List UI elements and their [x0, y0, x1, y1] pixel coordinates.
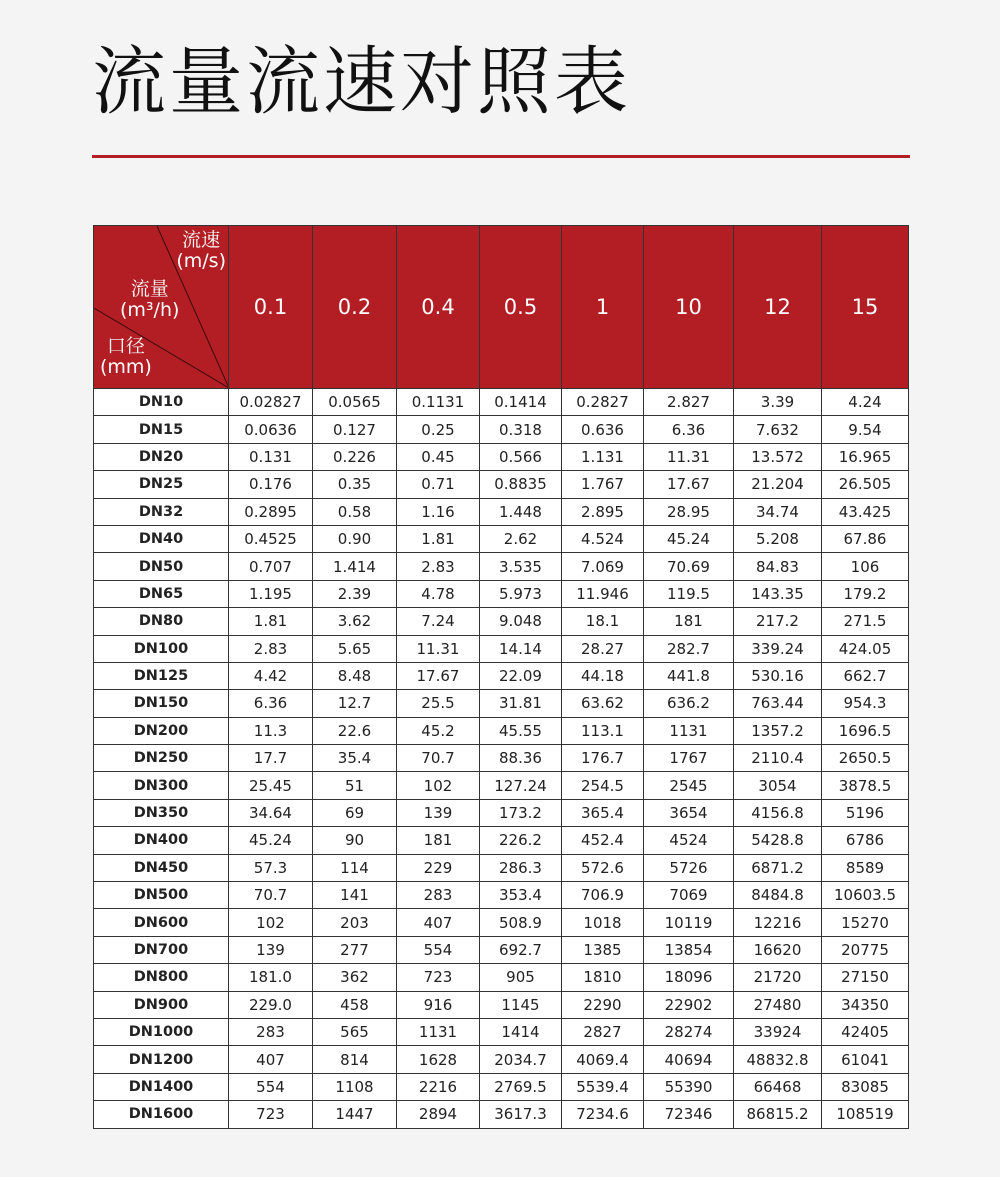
flow-value-cell: 106	[822, 553, 909, 580]
flow-value-cell: 282.7	[644, 635, 734, 662]
flow-value-cell: 2110.4	[734, 745, 822, 772]
flow-value-cell: 6786	[822, 827, 909, 854]
flow-value-cell: 4156.8	[734, 799, 822, 826]
table-row	[94, 525, 909, 552]
flow-value-cell: 5726	[644, 854, 734, 881]
flow-value-cell: 1.81	[397, 525, 480, 552]
flow-value-cell: 55390	[644, 1073, 734, 1100]
flow-value-cell: 13854	[644, 936, 734, 963]
flow-value-cell: 181.0	[229, 964, 313, 991]
flow-value-cell: 16620	[734, 936, 822, 963]
flow-value-cell: 11.946	[562, 580, 644, 607]
flow-value-cell: 723	[397, 964, 480, 991]
table-row	[94, 991, 909, 1018]
flow-value-cell: 14.14	[480, 635, 562, 662]
table-row	[94, 882, 909, 909]
flow-value-cell: 0.45	[397, 443, 480, 470]
flow-value-cell: 229.0	[229, 991, 313, 1018]
flow-value-cell: 70.7	[397, 745, 480, 772]
flow-value-cell: 173.2	[480, 799, 562, 826]
flow-value-cell: 554	[397, 936, 480, 963]
flow-value-cell: 0.0636	[229, 416, 313, 443]
table-row	[94, 498, 909, 525]
diameter-cell: DN150	[94, 690, 229, 717]
flow-value-cell: 45.55	[480, 717, 562, 744]
flow-value-cell: 108519	[822, 1101, 909, 1128]
table-row	[94, 662, 909, 689]
flow-value-cell: 572.6	[562, 854, 644, 881]
flow-value-cell: 0.4525	[229, 525, 313, 552]
flow-value-cell: 254.5	[562, 772, 644, 799]
flow-value-cell: 0.8835	[480, 471, 562, 498]
table-row	[94, 1073, 909, 1100]
flow-value-cell: 28274	[644, 1018, 734, 1045]
flow-value-cell: 6.36	[644, 416, 734, 443]
table-row	[94, 471, 909, 498]
flow-value-cell: 31.81	[480, 690, 562, 717]
flow-value-cell: 67.86	[822, 525, 909, 552]
diameter-axis-label: 口径 (mm)	[100, 335, 152, 378]
flow-value-cell: 407	[229, 1046, 313, 1073]
table-row	[94, 416, 909, 443]
flow-value-cell: 954.3	[822, 690, 909, 717]
flow-value-cell: 21.204	[734, 471, 822, 498]
diameter-cell: DN100	[94, 635, 229, 662]
flow-value-cell: 1131	[644, 717, 734, 744]
flow-value-cell: 3.39	[734, 389, 822, 416]
flow-value-cell: 0.1414	[480, 389, 562, 416]
diameter-cell: DN40	[94, 525, 229, 552]
flow-value-cell: 3617.3	[480, 1101, 562, 1128]
flow-value-cell: 26.505	[822, 471, 909, 498]
flow-value-cell: 2.827	[644, 389, 734, 416]
speed-header: 10	[644, 226, 734, 389]
diameter-cell: DN800	[94, 964, 229, 991]
flow-value-cell: 5.65	[313, 635, 397, 662]
flow-value-cell: 916	[397, 991, 480, 1018]
speed-axis-label: 流速 (m/s)	[176, 229, 226, 272]
flow-value-cell: 10119	[644, 909, 734, 936]
flow-value-cell: 0.71	[397, 471, 480, 498]
table-row	[94, 964, 909, 991]
flow-value-cell: 4.78	[397, 580, 480, 607]
flow-value-cell: 508.9	[480, 909, 562, 936]
flow-value-cell: 35.4	[313, 745, 397, 772]
flow-value-cell: 119.5	[644, 580, 734, 607]
table-row	[94, 553, 909, 580]
speed-header: 12	[734, 226, 822, 389]
flow-value-cell: 3878.5	[822, 772, 909, 799]
diameter-cell: DN32	[94, 498, 229, 525]
flow-value-cell: 9.54	[822, 416, 909, 443]
speed-header: 0.2	[313, 226, 397, 389]
table-row	[94, 717, 909, 744]
title-divider	[92, 155, 910, 158]
flow-value-cell: 353.4	[480, 882, 562, 909]
flow-value-cell: 365.4	[562, 799, 644, 826]
diameter-cell: DN700	[94, 936, 229, 963]
flow-value-cell: 16.965	[822, 443, 909, 470]
flow-value-cell: 1.448	[480, 498, 562, 525]
flow-value-cell: 5428.8	[734, 827, 822, 854]
flow-axis-label: 流量 (m³/h)	[120, 278, 180, 321]
flow-value-cell: 458	[313, 991, 397, 1018]
table-row	[94, 827, 909, 854]
flow-value-cell: 1131	[397, 1018, 480, 1045]
flow-value-cell: 44.18	[562, 662, 644, 689]
flow-value-cell: 17.7	[229, 745, 313, 772]
diameter-cell: DN20	[94, 443, 229, 470]
flow-value-cell: 0.35	[313, 471, 397, 498]
flow-value-cell: 12.7	[313, 690, 397, 717]
flow-value-cell: 7.069	[562, 553, 644, 580]
flow-value-cell: 0.0565	[313, 389, 397, 416]
speed-header: 0.4	[397, 226, 480, 389]
flow-value-cell: 45.24	[229, 827, 313, 854]
flow-value-cell: 8484.8	[734, 882, 822, 909]
flow-value-cell: 6871.2	[734, 854, 822, 881]
flow-value-cell: 18.1	[562, 608, 644, 635]
flow-value-cell: 0.58	[313, 498, 397, 525]
flow-value-cell: 34.74	[734, 498, 822, 525]
flow-value-cell: 1.81	[229, 608, 313, 635]
flow-value-cell: 3654	[644, 799, 734, 826]
flow-value-cell: 34350	[822, 991, 909, 1018]
flow-value-cell: 0.02827	[229, 389, 313, 416]
flow-value-cell: 6.36	[229, 690, 313, 717]
flow-value-cell: 1018	[562, 909, 644, 936]
table-row	[94, 635, 909, 662]
table-row	[94, 1046, 909, 1073]
flow-value-cell: 11.3	[229, 717, 313, 744]
flow-value-cell: 1.16	[397, 498, 480, 525]
flow-value-cell: 2827	[562, 1018, 644, 1045]
flow-value-cell: 22902	[644, 991, 734, 1018]
flow-value-cell: 2769.5	[480, 1073, 562, 1100]
flow-value-cell: 84.83	[734, 553, 822, 580]
table-row	[94, 936, 909, 963]
flow-value-cell: 34.64	[229, 799, 313, 826]
flow-value-cell: 1810	[562, 964, 644, 991]
flow-value-cell: 1628	[397, 1046, 480, 1073]
flow-value-cell: 181	[397, 827, 480, 854]
diameter-cell: DN400	[94, 827, 229, 854]
flow-value-cell: 66468	[734, 1073, 822, 1100]
diameter-cell: DN250	[94, 745, 229, 772]
flow-value-cell: 15270	[822, 909, 909, 936]
table-row	[94, 608, 909, 635]
table-row	[94, 909, 909, 936]
flow-value-cell: 113.1	[562, 717, 644, 744]
flow-value-cell: 21720	[734, 964, 822, 991]
flow-value-cell: 83085	[822, 1073, 909, 1100]
flow-velocity-table	[93, 225, 909, 1129]
flow-value-cell: 424.05	[822, 635, 909, 662]
flow-value-cell: 7234.6	[562, 1101, 644, 1128]
flow-value-cell: 339.24	[734, 635, 822, 662]
diameter-cell: DN65	[94, 580, 229, 607]
flow-value-cell: 18096	[644, 964, 734, 991]
flow-value-cell: 0.90	[313, 525, 397, 552]
diameter-cell: DN1000	[94, 1018, 229, 1045]
flow-value-cell: 70.7	[229, 882, 313, 909]
flow-value-cell: 143.35	[734, 580, 822, 607]
flow-value-cell: 452.4	[562, 827, 644, 854]
flow-value-cell: 692.7	[480, 936, 562, 963]
flow-value-cell: 283	[397, 882, 480, 909]
flow-value-cell: 88.36	[480, 745, 562, 772]
table-row	[94, 745, 909, 772]
flow-value-cell: 217.2	[734, 608, 822, 635]
flow-value-cell: 2.895	[562, 498, 644, 525]
flow-value-cell: 1385	[562, 936, 644, 963]
flow-value-cell: 530.16	[734, 662, 822, 689]
flow-value-cell: 22.6	[313, 717, 397, 744]
flow-value-cell: 5539.4	[562, 1073, 644, 1100]
speed-header: 15	[822, 226, 909, 389]
table-row	[94, 799, 909, 826]
flow-value-cell: 5.208	[734, 525, 822, 552]
flow-value-cell: 636.2	[644, 690, 734, 717]
diameter-cell: DN500	[94, 882, 229, 909]
flow-value-cell: 179.2	[822, 580, 909, 607]
flow-value-cell: 0.2895	[229, 498, 313, 525]
flow-value-cell: 86815.2	[734, 1101, 822, 1128]
corner-cell	[94, 226, 229, 389]
flow-value-cell: 43.425	[822, 498, 909, 525]
flow-value-cell: 48832.8	[734, 1046, 822, 1073]
flow-value-cell: 2034.7	[480, 1046, 562, 1073]
flow-value-cell: 723	[229, 1101, 313, 1128]
flow-value-cell: 4524	[644, 827, 734, 854]
flow-value-cell: 139	[229, 936, 313, 963]
flow-value-cell: 7069	[644, 882, 734, 909]
speed-header: 0.1	[229, 226, 313, 389]
flow-value-cell: 554	[229, 1073, 313, 1100]
flow-value-cell: 7.24	[397, 608, 480, 635]
flow-value-cell: 229	[397, 854, 480, 881]
flow-value-cell: 1.195	[229, 580, 313, 607]
flow-value-cell: 57.3	[229, 854, 313, 881]
flow-value-cell: 28.27	[562, 635, 644, 662]
flow-value-cell: 1145	[480, 991, 562, 1018]
flow-value-cell: 70.69	[644, 553, 734, 580]
flow-value-cell: 0.176	[229, 471, 313, 498]
flow-value-cell: 8589	[822, 854, 909, 881]
flow-value-cell: 441.8	[644, 662, 734, 689]
flow-value-cell: 27150	[822, 964, 909, 991]
flow-value-cell: 13.572	[734, 443, 822, 470]
diameter-cell: DN450	[94, 854, 229, 881]
flow-value-cell: 7.632	[734, 416, 822, 443]
flow-value-cell: 51	[313, 772, 397, 799]
flow-value-cell: 226.2	[480, 827, 562, 854]
flow-value-cell: 2.39	[313, 580, 397, 607]
flow-value-cell: 2545	[644, 772, 734, 799]
flow-value-cell: 283	[229, 1018, 313, 1045]
flow-value-cell: 141	[313, 882, 397, 909]
flow-value-cell: 1.767	[562, 471, 644, 498]
flow-value-cell: 42405	[822, 1018, 909, 1045]
flow-value-cell: 2290	[562, 991, 644, 1018]
flow-value-cell: 63.62	[562, 690, 644, 717]
flow-value-cell: 0.2827	[562, 389, 644, 416]
flow-value-cell: 1447	[313, 1101, 397, 1128]
diameter-cell: DN1200	[94, 1046, 229, 1073]
flow-value-cell: 25.5	[397, 690, 480, 717]
flow-value-cell: 45.24	[644, 525, 734, 552]
flow-value-cell: 102	[229, 909, 313, 936]
flow-value-cell: 3.62	[313, 608, 397, 635]
table-row	[94, 389, 909, 416]
flow-value-cell: 277	[313, 936, 397, 963]
flow-value-cell: 1.131	[562, 443, 644, 470]
flow-value-cell: 1.414	[313, 553, 397, 580]
diameter-cell: DN125	[94, 662, 229, 689]
flow-value-cell: 139	[397, 799, 480, 826]
diameter-cell: DN900	[94, 991, 229, 1018]
flow-value-cell: 22.09	[480, 662, 562, 689]
flow-value-cell: 20775	[822, 936, 909, 963]
flow-value-cell: 33924	[734, 1018, 822, 1045]
flow-value-cell: 181	[644, 608, 734, 635]
diameter-cell: DN80	[94, 608, 229, 635]
diameter-cell: DN200	[94, 717, 229, 744]
flow-value-cell: 8.48	[313, 662, 397, 689]
flow-value-cell: 286.3	[480, 854, 562, 881]
flow-value-cell: 40694	[644, 1046, 734, 1073]
flow-value-cell: 1357.2	[734, 717, 822, 744]
table-row	[94, 443, 909, 470]
flow-value-cell: 12216	[734, 909, 822, 936]
flow-value-cell: 763.44	[734, 690, 822, 717]
diameter-cell: DN15	[94, 416, 229, 443]
flow-value-cell: 17.67	[644, 471, 734, 498]
flow-value-cell: 4069.4	[562, 1046, 644, 1073]
flow-value-cell: 3054	[734, 772, 822, 799]
flow-value-cell: 72346	[644, 1101, 734, 1128]
flow-value-cell: 0.25	[397, 416, 480, 443]
flow-value-cell: 4.524	[562, 525, 644, 552]
diameter-cell: DN25	[94, 471, 229, 498]
flow-value-cell: 3.535	[480, 553, 562, 580]
flow-value-cell: 0.1131	[397, 389, 480, 416]
flow-value-cell: 1696.5	[822, 717, 909, 744]
flow-value-cell: 1414	[480, 1018, 562, 1045]
diameter-cell: DN10	[94, 389, 229, 416]
flow-value-cell: 9.048	[480, 608, 562, 635]
flow-value-cell: 271.5	[822, 608, 909, 635]
flow-value-cell: 45.2	[397, 717, 480, 744]
flow-value-cell: 0.226	[313, 443, 397, 470]
table-row	[94, 580, 909, 607]
flow-value-cell: 176.7	[562, 745, 644, 772]
flow-value-cell: 814	[313, 1046, 397, 1073]
flow-value-cell: 2.62	[480, 525, 562, 552]
page-title: 流量流速对照表	[92, 39, 631, 125]
flow-value-cell: 10603.5	[822, 882, 909, 909]
flow-value-cell: 11.31	[644, 443, 734, 470]
flow-value-cell: 11.31	[397, 635, 480, 662]
flow-value-cell: 5.973	[480, 580, 562, 607]
flow-value-cell: 2.83	[397, 553, 480, 580]
speed-header: 1	[562, 226, 644, 389]
flow-value-cell: 662.7	[822, 662, 909, 689]
diameter-cell: DN300	[94, 772, 229, 799]
flow-value-cell: 565	[313, 1018, 397, 1045]
flow-value-cell: 4.42	[229, 662, 313, 689]
flow-value-cell: 17.67	[397, 662, 480, 689]
diameter-cell: DN1600	[94, 1101, 229, 1128]
flow-value-cell: 203	[313, 909, 397, 936]
header-row	[94, 226, 909, 389]
flow-value-cell: 27480	[734, 991, 822, 1018]
table-row	[94, 854, 909, 881]
table-row	[94, 690, 909, 717]
diameter-cell: DN50	[94, 553, 229, 580]
flow-value-cell: 69	[313, 799, 397, 826]
table-body	[94, 389, 909, 1129]
diameter-cell: DN1400	[94, 1073, 229, 1100]
flow-value-cell: 706.9	[562, 882, 644, 909]
flow-value-cell: 25.45	[229, 772, 313, 799]
flow-value-cell: 905	[480, 964, 562, 991]
flow-value-cell: 2.83	[229, 635, 313, 662]
flow-value-cell: 1767	[644, 745, 734, 772]
flow-value-cell: 407	[397, 909, 480, 936]
flow-value-cell: 0.707	[229, 553, 313, 580]
speed-header: 0.5	[480, 226, 562, 389]
flow-value-cell: 1108	[313, 1073, 397, 1100]
flow-value-cell: 0.318	[480, 416, 562, 443]
flow-value-cell: 4.24	[822, 389, 909, 416]
table-row	[94, 772, 909, 799]
flow-value-cell: 0.131	[229, 443, 313, 470]
diameter-cell: DN600	[94, 909, 229, 936]
flow-value-cell: 102	[397, 772, 480, 799]
table-row	[94, 1018, 909, 1045]
flow-value-cell: 0.566	[480, 443, 562, 470]
flow-value-cell: 2650.5	[822, 745, 909, 772]
flow-value-cell: 362	[313, 964, 397, 991]
flow-value-cell: 114	[313, 854, 397, 881]
flow-value-cell: 2216	[397, 1073, 480, 1100]
flow-value-cell: 0.127	[313, 416, 397, 443]
diameter-cell: DN350	[94, 799, 229, 826]
flow-value-cell: 28.95	[644, 498, 734, 525]
table-row	[94, 1101, 909, 1128]
flow-value-cell: 0.636	[562, 416, 644, 443]
flow-value-cell: 2894	[397, 1101, 480, 1128]
flow-value-cell: 127.24	[480, 772, 562, 799]
flow-value-cell: 5196	[822, 799, 909, 826]
flow-value-cell: 90	[313, 827, 397, 854]
flow-value-cell: 61041	[822, 1046, 909, 1073]
